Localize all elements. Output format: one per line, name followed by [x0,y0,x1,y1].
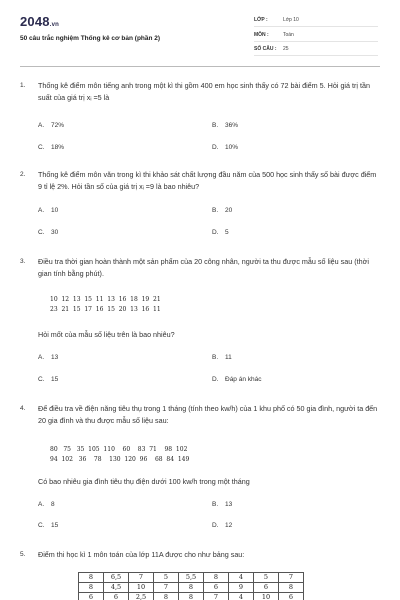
table-cell: 7 [279,573,304,583]
table-cell: 4,5 [104,583,129,593]
table-cell: 8 [154,593,179,600]
option-c[interactable]: C. 30 [38,229,59,236]
table-cell: 8 [179,583,204,593]
table-cell: 6,5 [104,573,129,583]
table-cell: 7 [129,573,154,583]
option-c[interactable]: C. 18% [38,144,65,151]
data-line: 94 102 36 78 130 120 96 68 84 149 [50,456,190,463]
option-b[interactable]: B. 36% [212,122,239,129]
question-stem: Thống kê điểm môn tiếng anh trong một kì thi gồm 400 em học sinh thấy có 72 bài điểm 5. Hỏi giá trị tần suất của giá trị xᵢ =5 là [38,81,371,102]
option-a[interactable]: A. 10 [38,207,59,214]
table-cell: 6 [79,593,104,600]
option-a[interactable]: A. 8 [38,501,55,508]
table-cell: 8 [179,593,204,600]
table-cell: 6 [279,593,304,600]
meta-row-subject: MÔN : Toán [254,30,378,42]
question-stem: Để điều tra về điện năng tiêu thụ trong 1 tháng (tính theo kw/h) của 1 khu phố có 50 gia đình, người ta đến 20 gia đình và thu được mẫu số liệu sau: [38,404,378,425]
option-d[interactable]: D. 5 [212,229,229,236]
option-d[interactable]: D. Đáp án khác [212,376,262,383]
header-divider [20,66,380,67]
table-cell: 5,5 [179,573,204,583]
question-number: 3. [20,258,26,265]
option-b[interactable]: B. 20 [212,207,233,214]
table-cell: 4 [229,573,254,583]
table-row [79,593,304,600]
table-cell: 9 [229,583,254,593]
table-cell: 6 [204,583,229,593]
table-cell: 5 [254,573,279,583]
question-prompt: Hỏi mốt của mẫu số liệu trên là bao nhiêu? [38,330,175,339]
table-cell: 5 [154,573,179,583]
table-cell: 6 [254,583,279,593]
meta-row-question-count: SỐ CÂU : 25 [254,44,378,56]
table-row [79,573,304,583]
option-d[interactable]: D. 10% [212,144,239,151]
question-number: 4. [20,405,26,412]
table-cell: 10 [254,593,279,600]
meta-row-class: LỚP : Lớp 10 [254,15,378,27]
table-cell: 8 [204,573,229,583]
option-c[interactable]: C. 15 [38,376,59,383]
option-b[interactable]: B. 13 [212,501,233,508]
question-stem: Điều tra thời gian hoàn thành một sản phẩm của 20 công nhân, người ta thu được mẫu số liệu sau (thời gian tính bằng phút). [38,257,369,278]
question-stem: Thống kê điểm môn văn trong kì thi khảo sát chất lượng đầu năm của 500 học sinh thấy số bài được điểm 9 tỉ lệ 2%. Hỏi tần số của giá trị xᵢ =9 là bao nhiêu? [38,170,377,191]
page-header [0,0,400,66]
table-cell: 10 [129,583,154,593]
option-a[interactable]: A. 72% [38,122,65,129]
data-line: 80 75 35 105 110 60 83 71 98 102 [50,446,188,453]
table-cell: 4 [229,593,254,600]
question-number: 2. [20,171,26,178]
question-number: 1. [20,82,26,89]
table-cell: 7 [154,583,179,593]
option-c[interactable]: C. 15 [38,522,59,529]
option-a[interactable]: A. 13 [38,354,59,361]
table-cell: 7 [204,593,229,600]
data-line: 10 12 13 15 11 13 16 18 19 21 [50,296,161,303]
score-table [78,572,304,600]
question-stem: Điểm thi học kì 1 môn toán của lớp 11A được cho như bảng sau: [38,550,245,559]
table-cell: 6 [104,593,129,600]
data-line: 23 21 15 17 16 15 20 13 16 11 [50,306,161,313]
document-title: 50 câu trắc nghiệm Thống kê cơ bản (phần 2) [20,35,161,42]
question-prompt: Có bao nhiêu gia đình tiêu thụ điện dưới 100 kw/h trong một tháng [38,477,250,486]
site-logo[interactable]: 2048.vn [20,14,60,29]
option-b[interactable]: B. 11 [212,354,232,361]
question-number: 5. [20,551,26,558]
table-cell: 2,5 [129,593,154,600]
table-row [79,583,304,593]
table-cell: 8 [79,583,104,593]
table-cell: 8 [279,583,304,593]
option-d[interactable]: D. 12 [212,522,233,529]
table-cell: 8 [79,573,104,583]
